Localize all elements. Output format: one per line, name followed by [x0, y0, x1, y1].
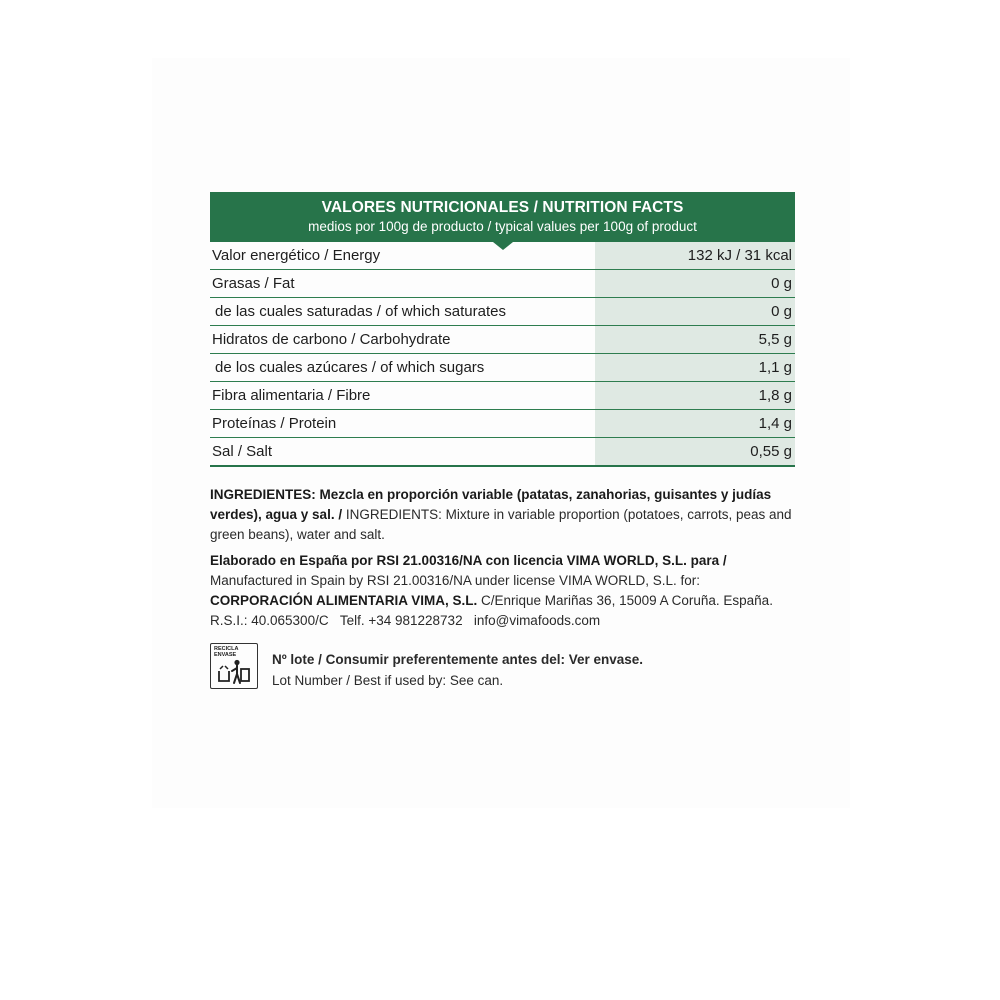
nutrient-name: Grasas / Fat [210, 270, 595, 298]
nutrient-value: 0,55 g [595, 438, 795, 467]
contact-line [210, 611, 795, 631]
nutrient-value: 0 g [595, 298, 795, 326]
ingredients-text [210, 485, 795, 545]
lot-row [210, 643, 795, 691]
nutrition-table [210, 242, 795, 467]
nutrient-value: 132 kJ / 31 kcal [595, 242, 795, 270]
manufacturer-company-line [210, 591, 795, 611]
nutrient-name: Valor energético / Energy [212, 247, 381, 264]
nutrient-name: Proteínas / Protein [210, 410, 595, 438]
manufacturer-bold: Elaborado en España por RSI 21.00316/NA con licencia VIMA WORLD, S.L. para / [210, 553, 727, 568]
product-label [210, 192, 795, 691]
table-row [210, 354, 795, 382]
nutrient-value: 1,4 g [595, 410, 795, 438]
nutrition-title: VALORES NUTRICIONALES / NUTRITION FACTS [321, 199, 684, 216]
email-address: info@vimafoods.com [473, 613, 601, 628]
rsi-number: R.S.I.: 40.065300/C [210, 613, 329, 628]
recycle-text: RECICLA ENVASE [214, 646, 239, 658]
manufacturer-line1 [210, 551, 795, 571]
nutrient-value: 5,5 g [595, 326, 795, 354]
lot-bold: Nº lote / Consumir preferentemente antes del: Ver envase. [272, 652, 644, 667]
table-row [210, 410, 795, 438]
ingredients-block [210, 485, 795, 631]
table-row [210, 438, 795, 467]
nutrient-value: 0 g [595, 270, 795, 298]
nutrient-name: Fibra alimentaria / Fibre [210, 382, 595, 410]
nutrient-name: de los cuales azúcares / of which sugars [210, 354, 595, 382]
nutrient-value: 1,1 g [595, 354, 795, 382]
nutrient-name: Sal / Salt [210, 438, 595, 467]
nutrient-value: 1,8 g [595, 382, 795, 410]
nutrient-name: de las cuales saturadas / of which saturates [210, 298, 595, 326]
table-row [210, 326, 795, 354]
person-bin-icon [217, 659, 251, 685]
header-notch [493, 242, 513, 250]
nutrition-header [210, 192, 795, 242]
company-name: CORPORACIÓN ALIMENTARIA VIMA, S.L. [210, 593, 478, 608]
nutrition-subtitle: medios por 100g de producto / typical values per 100g of product [308, 219, 697, 234]
manufacturer-line2: Manufactured in Spain by RSI 21.00316/NA under license VIMA WORLD, S.L. for: [210, 573, 701, 588]
phone-number: Telf. +34 981228732 [339, 613, 463, 628]
lot-text [272, 649, 643, 691]
nutrient-name: Hidratos de carbono / Carbohydrate [210, 326, 595, 354]
table-row [210, 382, 795, 410]
table-row [210, 270, 795, 298]
ingredients-normal: INGREDIENTS: Mixture in variable proportion (potatoes, carrots, peas and green beans), water and salt. [210, 507, 792, 542]
company-address: C/Enrique Mariñas 36, 15009 A Coruña. España. [477, 593, 773, 608]
ingredients-bold: INGREDIENTES: Mezcla en proporción variable (patatas, zanahorias, guisantes y judías verdes), agua y sal. / [210, 487, 772, 522]
recycle-bin-icon [210, 643, 258, 689]
table-row [210, 298, 795, 326]
lot-normal: Lot Number / Best if used by: See can. [272, 673, 504, 688]
